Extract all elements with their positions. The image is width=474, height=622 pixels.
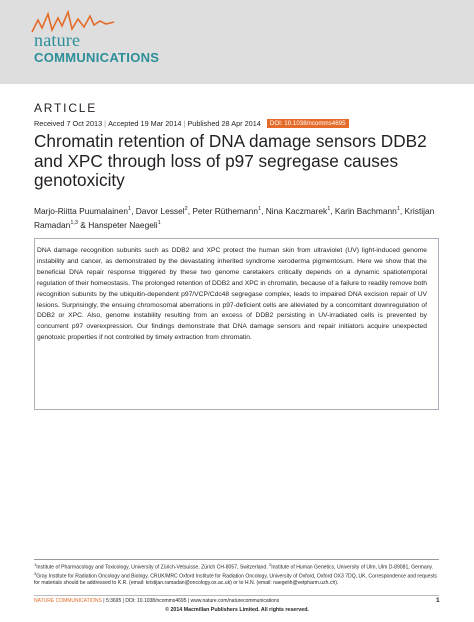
copyright-notice: © 2014 Macmillan Publishers Limited. All rights reserved.: [165, 607, 309, 613]
journal-logo-nature: nature: [34, 30, 81, 50]
footer-citation: [34, 598, 279, 604]
affiliation-1: Institute of Pharmacology and Toxicology, University of Zürich-Vetsuisse, Zürich CH-8057, Switzerland.: [36, 564, 268, 571]
abstract-text: DNA damage recognition subunits such as DDB2 and XPC protect the human skin from ultraviolet (UV) light-induced genome instability and cancer, as demonstrated by the devastating inherited syndrome xeroderma pigmentosum. Here we show that the beneficial DNA repair response triggered by these two genome caretakers critically depends on a dynamic spatiotemporal regulation of their homeostasis. The prolonged retention of DDB2 and XPC in chromatin, because of a failure to readily remove both recognition subunits by the ubiquitin-dependent p97/VCP/Cdc48 segregase complex, leads to impaired DNA excision repair of UV lesions. Surprisingly, the ensuing chromosomal aberrations in p97-deficient cells are alleviated by a concomitant downregulation of DDB2 or XPC. Also, genome instability resulting from an excess of DDB2 persisting in UV-irradiated cells is prevented by concurrent p97 overexpression. Our findings demonstrate that DNA damage sensors and repair initiators acquire unexpected genotoxic properties if not controlled by timely extraction from chromatin.: [37, 247, 427, 342]
author-affiliation-mark: 1: [157, 220, 161, 226]
publication-dates: Received 7 Oct 2013 | Accepted 19 Mar 2014 | Published 28 Apr 2014 DOI: 10.1038/ncomms4695: [34, 119, 349, 128]
footer-divider: [34, 595, 439, 596]
journal-logo-communications: COMMUNICATIONS: [34, 50, 160, 65]
author-name: Nina Kaczmarek: [265, 205, 328, 216]
author-name: Hanspeter Naegeli: [88, 219, 158, 230]
published-date: Published 28 Apr 2014: [187, 119, 261, 128]
author-list: Marjo-Riitta Puumalainen$^1$, Davor Lessel$^2$, Peter Rüthemann$^1$, Nina Kaczmarek$^1$, Karin Bachmann$^1$, Kristijan Ramadan$^{1,3}$ & Hanspeter Naegeli$^1$: [34, 205, 435, 230]
correspondence-note: Correspondence and requests for materials should be addressed to K.R. (email: kristijan.ramadan@oncology.ox.ac.uk) or to H.N. (email: naegelih@vetpharm.uzh.ch).: [34, 573, 437, 587]
accepted-date: Accepted 19 Mar 2014: [108, 119, 182, 128]
author-name: Peter Rüthemann: [192, 205, 259, 216]
received-date: Received 7 Oct 2013: [34, 119, 103, 128]
affiliation-3: Gray Institute for Radiation Oncology and Biology, CRUK/MRC Oxford Institute for Radiation Oncology, University of Oxford, Oxford OX3 7DQ, UK.: [36, 573, 367, 580]
author-affiliation-mark: 1,3: [70, 220, 78, 226]
article-title: Chromatin retention of DNA damage sensors DDB2 and XPC through loss of p97 segregase causes genotoxicity: [34, 131, 427, 190]
author-name: Karin Bachmann: [334, 205, 397, 216]
author-affiliation-mark: 2: [184, 206, 188, 212]
abstract-box: [34, 238, 439, 410]
doi-badge[interactable]: DOI: 10.1038/ncomms4695: [267, 119, 349, 128]
footer-journal-name: NATURE COMMUNICATIONS: [34, 598, 102, 604]
footnote-divider: [34, 559, 439, 560]
author-affiliation-mark: 1: [128, 206, 132, 212]
article-type-label: ARTICLE: [34, 101, 98, 115]
affiliations-footnote: $^1$Institute of Pharmacology and Toxicology, University of Zürich-Vetsuisse, Zürich CH-8057, Switzerland. $^2$Institute of Human Genetics, University of Ulm, Ulm D-89081, Germany. $^3$Gray Institute for Radiation Oncology and Biology, CRUK/MRC Oxford Institute for Radiation Oncology, University of Oxford, Oxford OX3 7DQ, UK. Correspondence and requests for materials should be addressed to K.R. (email: kristijan.ramadan@oncology.ox.ac.uk) or to H.N. (email: naegelih@vetpharm.uzh.ch).: [34, 562, 437, 587]
author-affiliation-mark: 1: [258, 206, 262, 212]
journal-header: [0, 0, 474, 84]
author-name: Marjo-Riitta Puumalainen: [34, 205, 129, 216]
author-name: Davor Lessel: [135, 205, 185, 216]
author-affiliation-mark: 1: [396, 206, 400, 212]
page-number: 1: [436, 597, 440, 604]
affiliation-2: Institute of Human Genetics, University of Ulm, Ulm D-89081, Germany.: [271, 564, 434, 571]
author-name: Kristijan Ramadan: [34, 205, 435, 230]
footer-citation-text[interactable]: | 5:3695 | DOI: 10.1038/ncomms4695 | www.nature.com/naturecommunications: [103, 598, 280, 604]
author-affiliation-mark: 1: [327, 206, 331, 212]
